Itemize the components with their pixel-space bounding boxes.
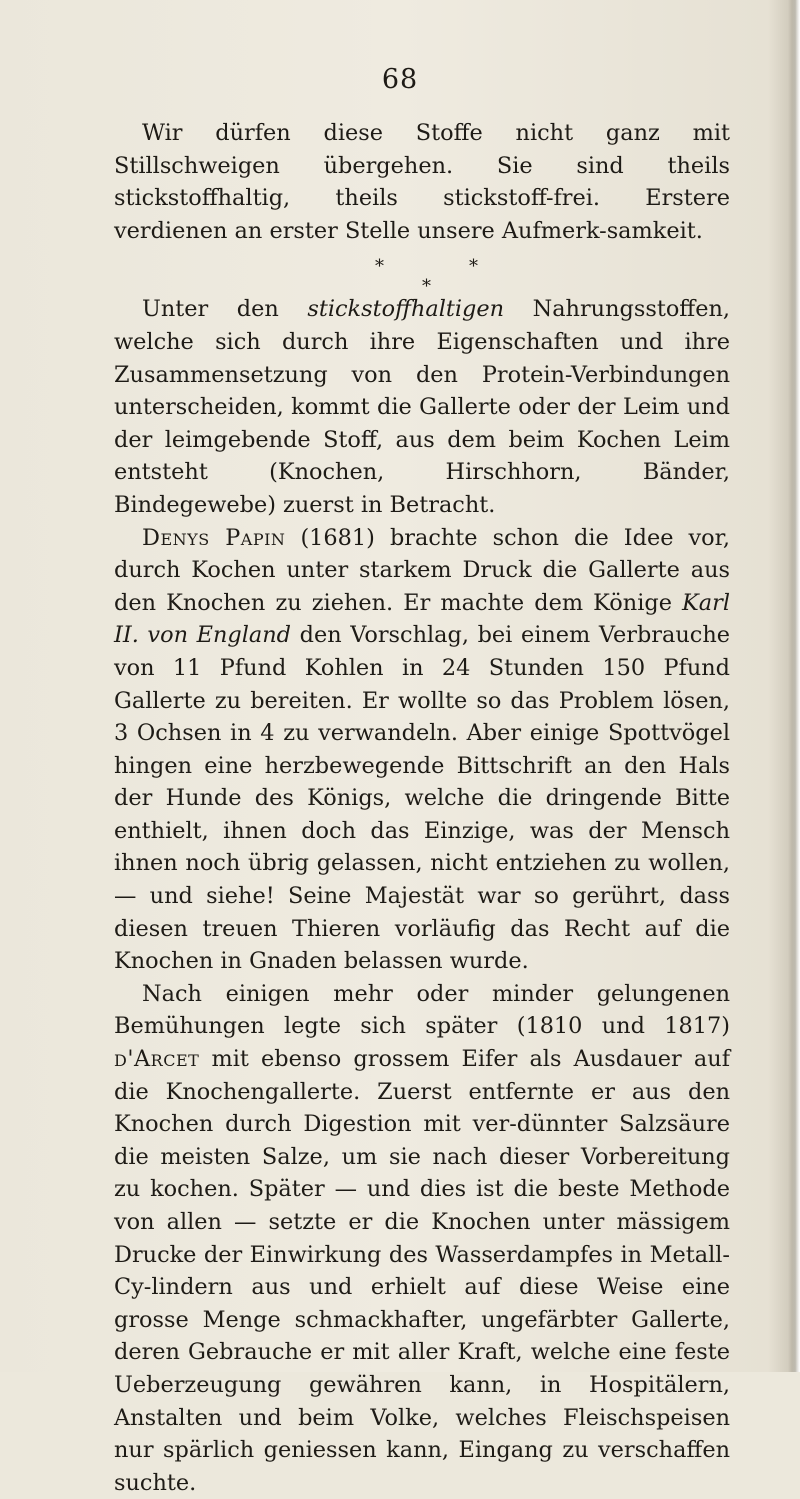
separator-star: *: [375, 256, 384, 278]
paragraph-4: [114, 978, 730, 1499]
text-segment: (1681) brachte schon die Idee vor, durch Kochen unter starkem Druck die Gallerte aus den Knochen zu ziehen. Er machte dem Könige: [114, 524, 730, 616]
text-segment: Unter den: [142, 296, 308, 323]
italic-term: Karl II. von England: [114, 589, 730, 649]
person-name: Denys Papin: [142, 524, 286, 551]
paragraph-2: [114, 293, 730, 521]
italic-term: stickstoffhaltigen: [307, 296, 505, 323]
text-segment: mit ebenso grossem Eifer als Ausdauer auf die Knochengallerte. Zuerst entfernte er aus den Knochen durch Digestion mit ver-dünnter Salzsäure die meisten Salze, um sie nach dieser Vorbereitung zu kochen. Später — und dies ist die beste Methode von allen — setzte er die Knochen unter mässigem Drucke der Einwirkung des Wasserdampfes in Metall-Cy-lindern aus und erhielt auf diese Weise eine grosse Menge schmackhafter, ungefärbter Gallerte, deren Gebrauche er mit aller Kraft, welche eine feste Ueberzeugung gewähren kann, in Hospitälern, Anstalten und beim Volke, welches Fleischspeisen nur spärlich geniessen kann, Eingang zu verschaffen suchte.: [114, 1046, 730, 1496]
paragraph-3: [114, 522, 730, 978]
page-number: 68: [381, 64, 419, 95]
page-edge-shadow: [788, 0, 800, 1372]
text-segment: den Vorschlag, bei einem Verbrauche von 11 Pfund Kohlen in 24 Stunden 150 Pfund Gallerte zu bereiten. Er wollte so das Problem lösen, 3 Ochsen in 4 zu verwandeln. Aber einige Spottvögel hingen eine herzbewegende Bittschrift an den Hals der Hunde des Königs, welche die dringende Bitte enthielt, ihnen doch das Einzige, was der Mensch ihnen noch übrig gelassen, nicht entziehen zu wollen, — und siehe! Seine Majestät war so gerührt, dass diesen treuen Thieren vorläufig das Recht auf die Knochen in Gnaden belassen wurde.: [114, 622, 730, 975]
section-separator: [114, 247, 730, 298]
person-name: d'Arcet: [114, 1046, 200, 1073]
paragraph-1: [114, 117, 730, 247]
text-segment: Nahrungsstoffen, welche sich durch ihre Eigenschaften und ihre Zusammensetzung von den Protein-Verbindungen unterscheiden, kommt die Gallerte oder der Leim und der leimgebende Stoff, aus dem beim Kochen Leim entsteht (Knochen, Hirschhorn, Bänder, Bindegewebe) zuerst in Betracht.: [114, 296, 730, 518]
text-segment: Nach einigen mehr oder minder gelungenen Bemühungen legte sich später (1810 und 1817): [114, 980, 730, 1040]
body-text: [114, 117, 730, 1499]
text-segment: Wir dürfen diese Stoffe nicht ganz mit Stillschweigen übergehen. Sie sind theils stickstoffhaltig, theils stickstoff-frei. Erstere verdienen an erster Stelle unsere Aufmerk-samkeit.: [114, 120, 730, 244]
separator-star: *: [469, 256, 478, 278]
separator-star: *: [422, 276, 431, 298]
